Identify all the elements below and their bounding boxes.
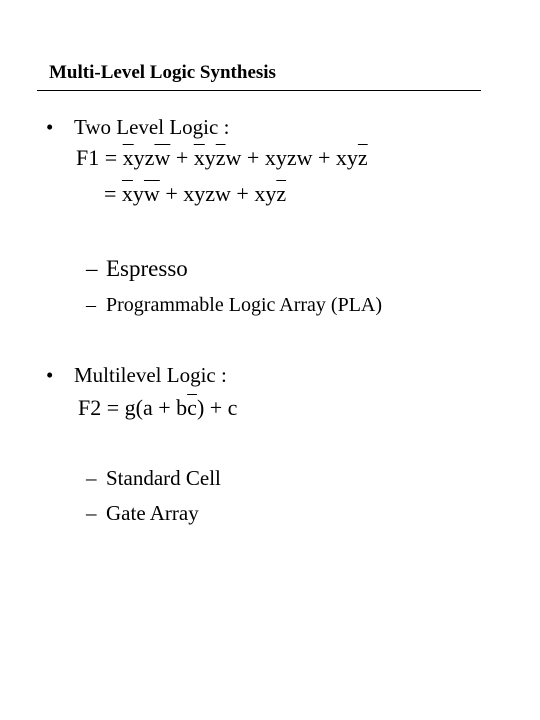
complemented-variable: $\overline{w}$ <box>154 145 171 170</box>
bullet-icon: • <box>46 363 54 387</box>
complemented-variable: $\overline{c}$ <box>187 395 197 420</box>
variable: y <box>132 181 144 206</box>
complemented-variable: $\overline{z}$ <box>215 145 226 170</box>
plus-operator: + <box>241 145 265 170</box>
dash-icon: – <box>86 294 96 316</box>
complemented-variable: $\overline{z}$ <box>276 181 287 206</box>
variable: y <box>204 145 216 170</box>
equation-f2-lhs: F2 <box>78 395 102 420</box>
f1-term <box>336 145 368 170</box>
f1-term <box>194 145 242 170</box>
multilevel-heading: Multilevel Logic : <box>74 363 227 387</box>
variable: xy <box>335 145 358 170</box>
variable: xyzw <box>264 145 313 170</box>
plus-operator: + <box>170 145 194 170</box>
complemented-variable: $\overline{z}$ <box>357 145 368 170</box>
equation-f1-rhs <box>123 145 368 170</box>
f1-simplified-term <box>122 181 160 206</box>
item-standard-cell: Standard Cell <box>106 466 221 490</box>
dash-icon: – <box>86 466 97 490</box>
equation-f1-simplified-rhs <box>122 181 286 206</box>
equation-f1-line2: = $\overline{x}y\overline{w}$ + xyzw + $xy\overline{z}$ <box>104 181 287 206</box>
item-gate-array: Gate Array <box>106 501 199 525</box>
f1-simplified-term <box>183 181 231 206</box>
equation-f1-line1: $F1 = \overline{x}yz\overline{w} + \overline{x}y\overline{z}w$ + xyzw + $xy\overline{z}$ <box>76 145 368 170</box>
plus-operator: + <box>159 181 184 206</box>
f1-term <box>265 145 313 170</box>
variable: w <box>225 145 242 170</box>
complemented-variable: $\overline{x}$ <box>122 145 134 170</box>
plus-operator: + <box>230 181 255 206</box>
bullet-icon: • <box>46 115 54 139</box>
equation-f2-rhs <box>125 395 238 420</box>
title-divider <box>37 90 481 91</box>
dash-icon: – <box>86 256 98 281</box>
slide-title: Multi-Level Logic Synthesis <box>49 62 276 83</box>
item-pla: Programmable Logic Array (PLA) <box>106 294 383 316</box>
expression-part: ) + c <box>196 395 238 420</box>
two-level-heading: Two Level Logic : <box>74 115 230 139</box>
variable: z <box>144 145 155 170</box>
complemented-variable: $\overline{w}$ <box>143 181 160 206</box>
plus-operator: + <box>312 145 336 170</box>
expression-part: g(a + b <box>124 395 188 420</box>
complemented-variable: $\overline{x}$ <box>193 145 205 170</box>
dash-icon: – <box>86 501 97 525</box>
variable: xy <box>254 181 277 206</box>
f1-simplified-term <box>254 181 286 206</box>
f1-term <box>123 145 171 170</box>
item-espresso: Espresso <box>106 256 188 281</box>
variable: xyzw <box>183 181 231 206</box>
variable: y <box>133 145 145 170</box>
complemented-variable: $\overline{x}$ <box>121 181 133 206</box>
equation-f2: $F2 = g(a + b\overline{c}) + c$ <box>78 395 238 420</box>
equation-f1-lhs: F1 <box>76 145 100 170</box>
